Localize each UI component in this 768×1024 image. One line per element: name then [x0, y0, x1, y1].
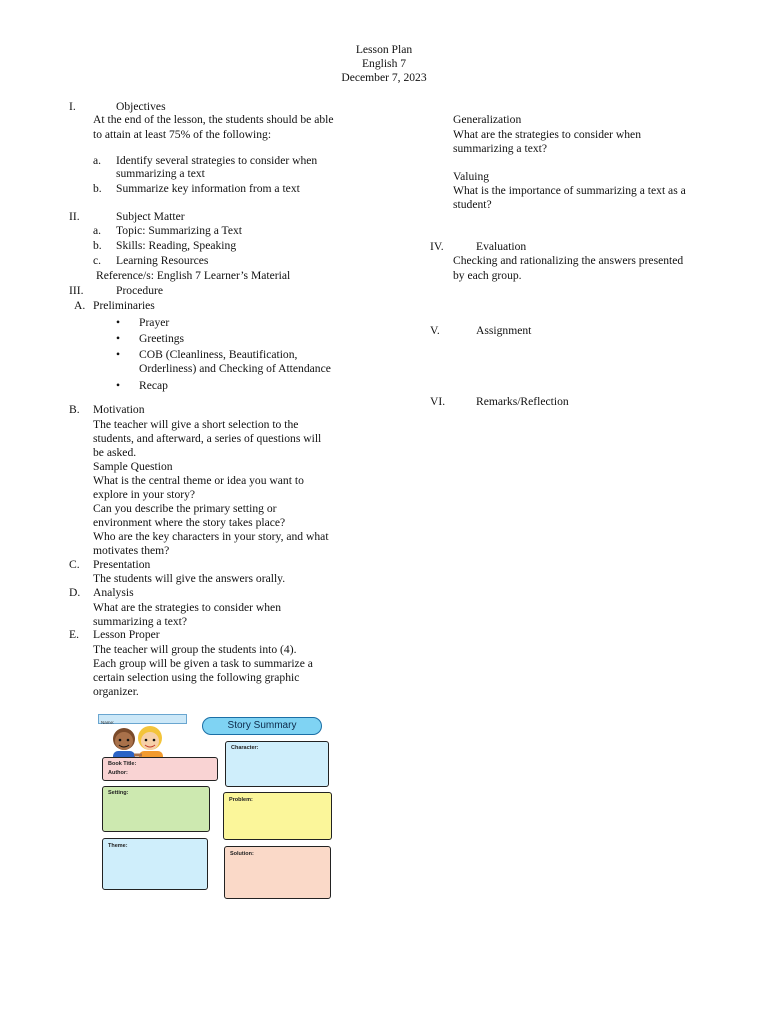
motivation-line: motivates them?: [93, 544, 170, 557]
valuing-line: student?: [453, 198, 492, 211]
bullet-item: Greetings: [139, 332, 185, 345]
list-marker: B.: [69, 403, 80, 416]
bullet-item: Recap: [139, 379, 168, 392]
list-marker: A.: [74, 299, 86, 312]
presentation-heading: Presentation: [93, 558, 151, 571]
book-title-box: [102, 757, 218, 781]
subject-matter-heading: Subject Matter: [116, 210, 185, 223]
evaluation-line: Checking and rationalizing the answers presented: [453, 254, 684, 267]
author-label: Author:: [108, 770, 128, 776]
story-summary-title: Story Summary: [202, 717, 322, 735]
lesson-proper-heading: Lesson Proper: [93, 628, 160, 641]
preliminaries-heading: Preliminaries: [93, 299, 155, 312]
analysis-line: summarizing a text?: [93, 615, 188, 628]
date-line: December 7, 2023: [341, 71, 427, 84]
motivation-line: be asked.: [93, 446, 137, 459]
objectives-heading: Objectives: [116, 100, 166, 113]
bullet-item: COB (Cleanliness, Beautification,: [139, 348, 298, 361]
objectives-intro-line: to attain at least 75% of the following:: [93, 128, 272, 141]
section-numeral: I.: [69, 100, 76, 113]
character-label: Character:: [231, 745, 259, 751]
theme-label: Theme:: [108, 843, 128, 849]
subject-matter-item: Topic: Summarizing a Text: [116, 224, 242, 237]
bullet-item: Prayer: [139, 316, 170, 329]
lesson-proper-line: The teacher will group the students into (4).: [93, 643, 297, 656]
bullet-dot: •: [116, 332, 121, 345]
motivation-line: explore in your story?: [93, 488, 196, 501]
list-marker: a.: [93, 154, 102, 167]
solution-label: Solution:: [230, 851, 254, 857]
section-numeral: II.: [69, 210, 80, 223]
name-field: [98, 714, 187, 724]
bullet-dot: •: [116, 348, 121, 361]
valuing-line: What is the importance of summarizing a text as a: [453, 184, 686, 197]
evaluation-heading: Evaluation: [476, 240, 527, 253]
bullet-dot: •: [116, 379, 121, 392]
name-label: Name:: [101, 720, 115, 725]
list-marker: E.: [69, 628, 79, 641]
section-numeral: III.: [69, 284, 84, 297]
theme-box: [102, 838, 208, 890]
setting-box: [102, 786, 210, 832]
motivation-line: environment where the story takes place?: [93, 516, 286, 529]
generalization-line: summarizing a text?: [453, 142, 548, 155]
list-marker: C.: [69, 558, 80, 571]
analysis-heading: Analysis: [93, 586, 134, 599]
lesson-proper-line: organizer.: [93, 685, 139, 698]
analysis-line: What are the strategies to consider when: [93, 601, 282, 614]
bullet-item: Orderliness) and Checking of Attendance: [139, 362, 331, 375]
list-marker: a.: [93, 224, 102, 237]
motivation-line: Can you describe the primary setting or: [93, 502, 277, 515]
list-marker: c.: [93, 254, 102, 267]
problem-box: [223, 792, 332, 840]
story-summary-organizer: [94, 711, 341, 901]
valuing-heading: Valuing: [453, 170, 490, 183]
reference-line: Reference/s: English 7 Learner’s Material: [96, 269, 291, 282]
problem-label: Problem:: [229, 797, 253, 803]
motivation-line: Who are the key characters in your story, and what: [93, 530, 329, 543]
character-box: [225, 741, 329, 787]
objective-item: Identify several strategies to consider when: [116, 154, 318, 167]
presentation-text: The students will give the answers orally.: [93, 572, 286, 585]
objective-item: Summarize key information from a text: [116, 182, 300, 195]
lesson-proper-line: certain selection using the following graphic: [93, 671, 300, 684]
setting-label: Setting:: [108, 790, 129, 796]
list-marker: b.: [93, 182, 102, 195]
section-numeral: VI.: [430, 395, 446, 408]
solution-box: [224, 846, 331, 899]
book-title-label: Book Title:: [108, 761, 137, 767]
motivation-heading: Motivation: [93, 403, 145, 416]
objective-item: summarizing a text: [116, 167, 205, 180]
lesson-proper-line: Each group will be given a task to summarize a: [93, 657, 313, 670]
motivation-line: Sample Question: [93, 460, 173, 473]
list-marker: D.: [69, 586, 81, 599]
generalization-heading: Generalization: [453, 113, 522, 126]
motivation-line: students, and afterward, a series of questions will: [93, 432, 322, 445]
motivation-line: What is the central theme or idea you want to: [93, 474, 304, 487]
remarks-heading: Remarks/Reflection: [476, 395, 569, 408]
motivation-line: The teacher will give a short selection to the: [93, 418, 299, 431]
section-numeral: V.: [430, 324, 440, 337]
generalization-line: What are the strategies to consider when: [453, 128, 642, 141]
section-numeral: IV.: [430, 240, 444, 253]
procedure-heading: Procedure: [116, 284, 163, 297]
objectives-intro-line: At the end of the lesson, the students should be able: [93, 113, 334, 126]
evaluation-line: by each group.: [453, 269, 522, 282]
subject-matter-item: Skills: Reading, Speaking: [116, 239, 237, 252]
subject-matter-item: Learning Resources: [116, 254, 209, 267]
assignment-heading: Assignment: [476, 324, 532, 337]
lesson-plan-title: Lesson Plan: [355, 43, 413, 56]
bullet-dot: •: [116, 316, 121, 329]
list-marker: b.: [93, 239, 102, 252]
subject-line: English 7: [361, 57, 407, 70]
